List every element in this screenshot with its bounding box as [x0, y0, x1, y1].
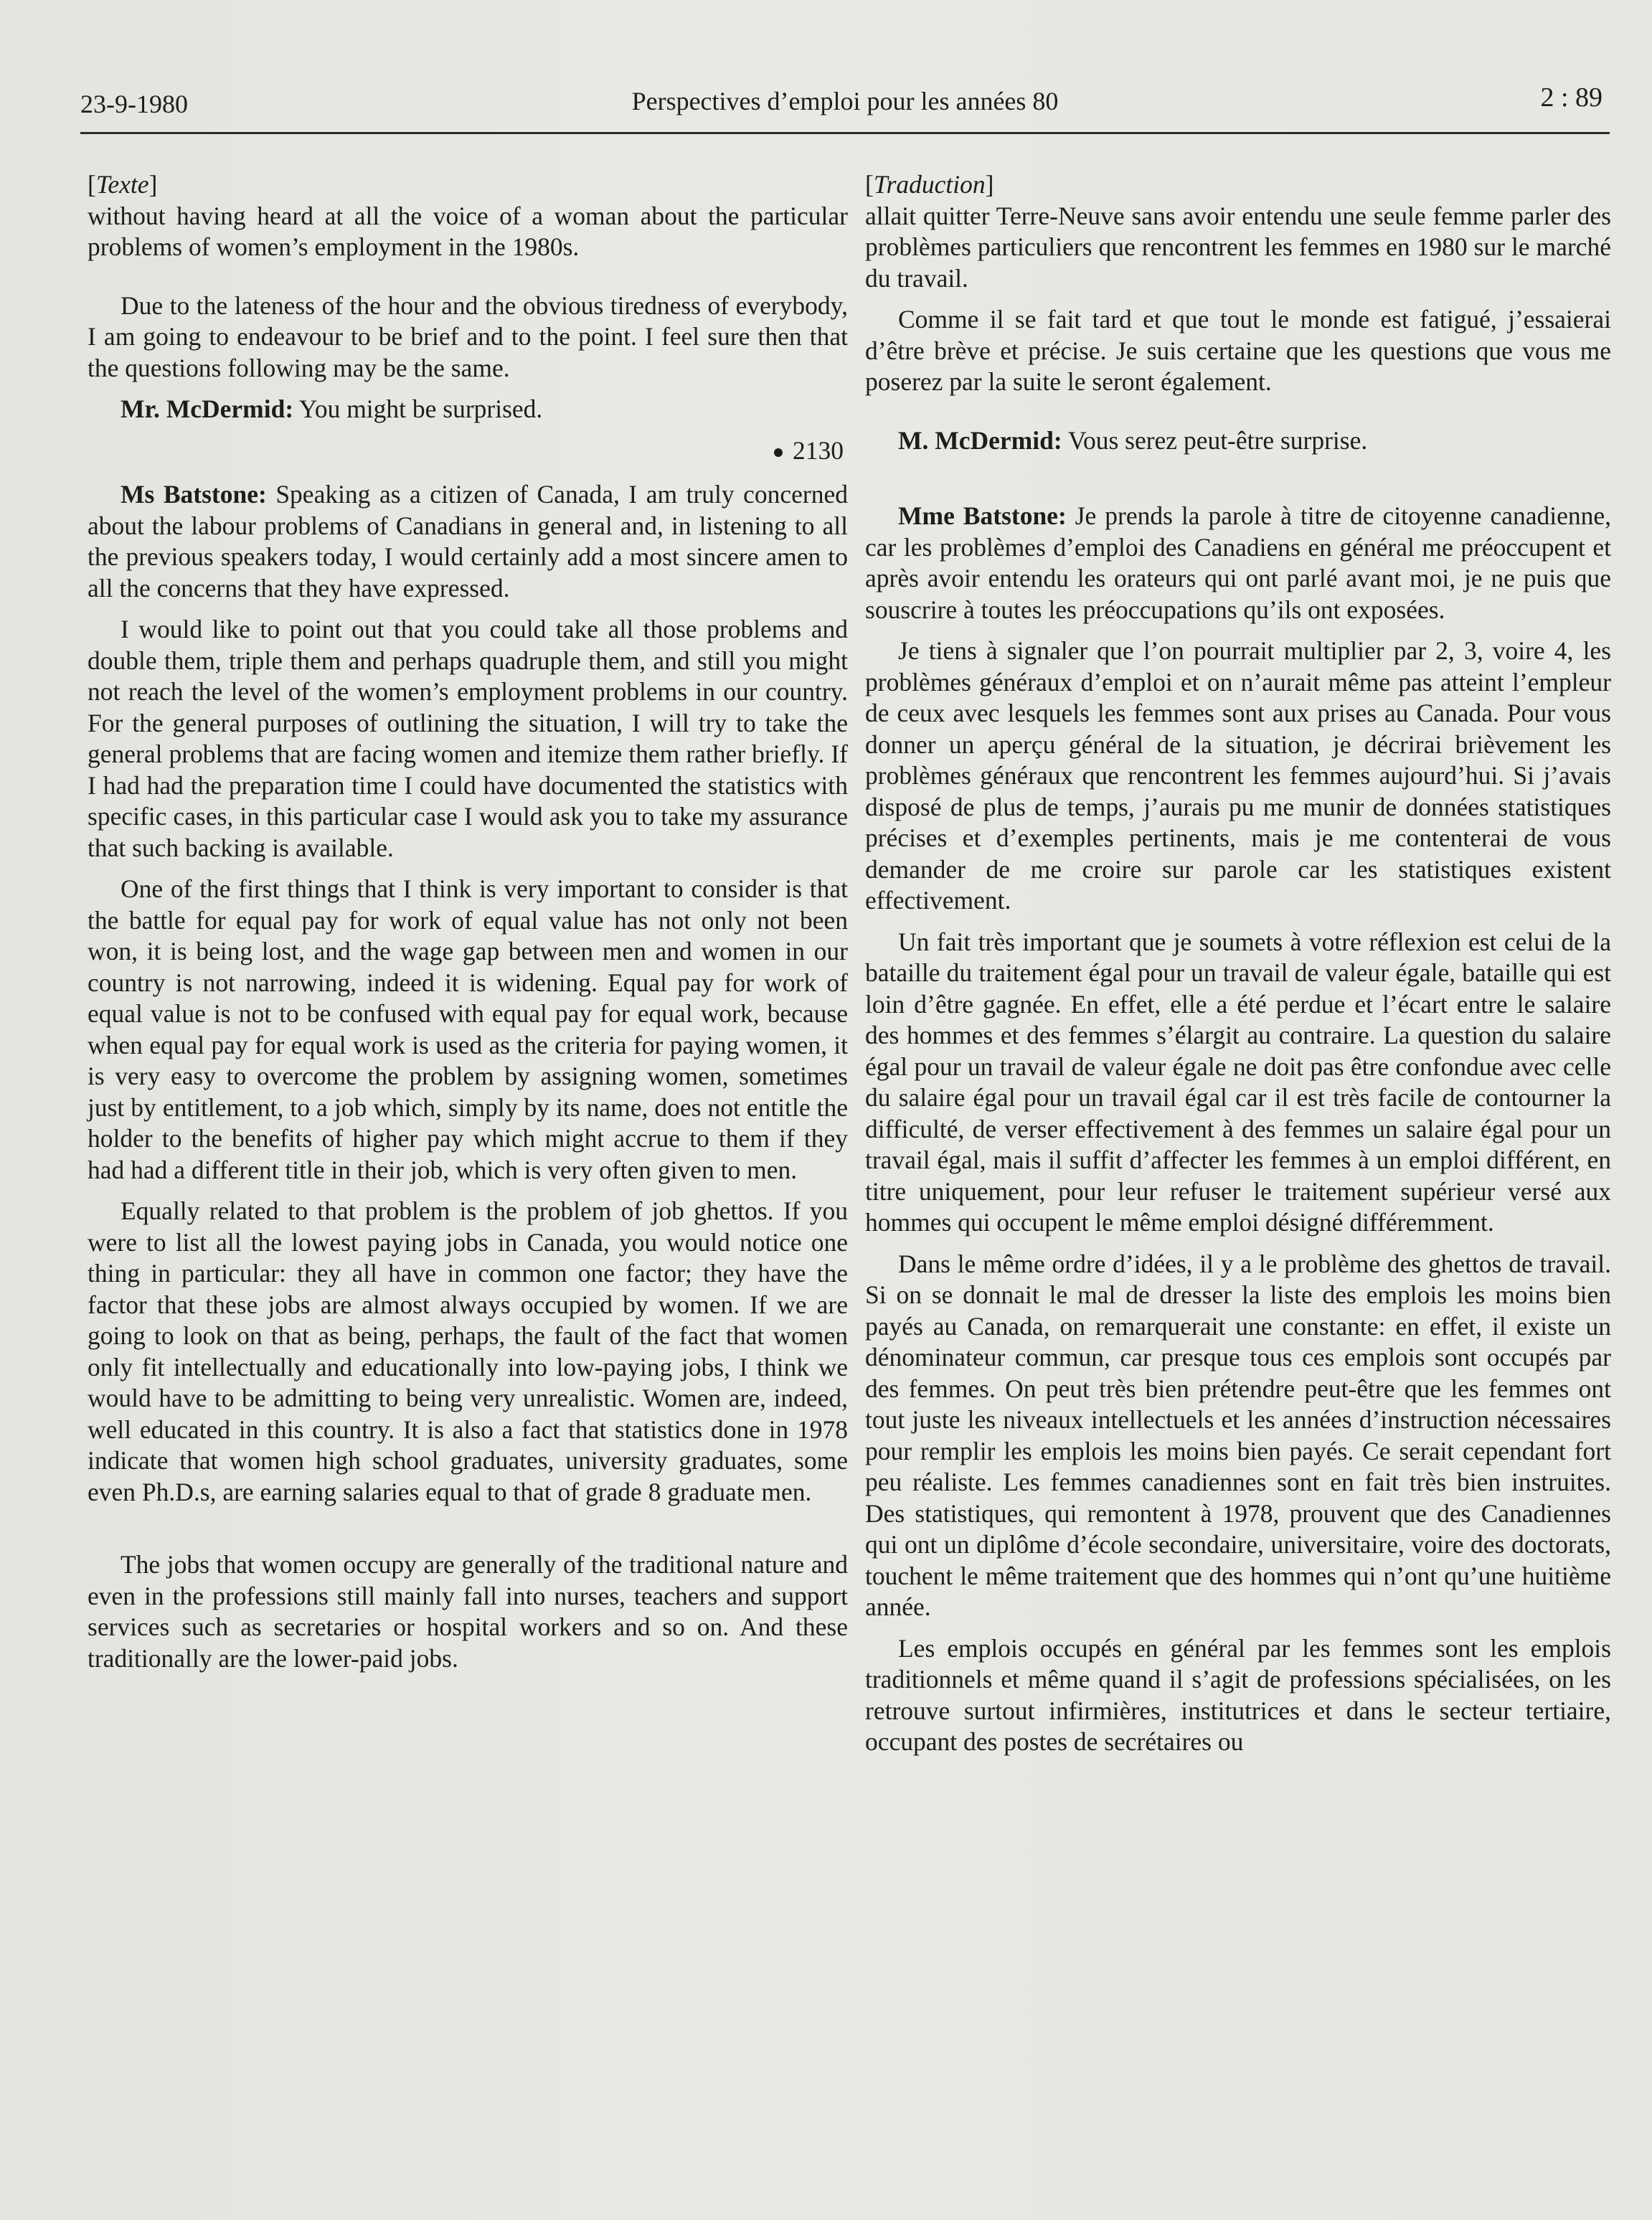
paragraph: Mme Batstone: Je prends la parole à titre de citoyenne canadienne, car les problèmes d’emploi des Canadiens en général me préoccupent et après avoir entendu les orateurs qui ont parlé avant moi, je ne puis que souscrire à toutes les préoccupations qu’ils ont exposées. — [865, 501, 1611, 624]
paragraph: without having heard at all the voice of a woman about the particular problems of women’s employment in the 1980s. — [88, 201, 848, 261]
paragraph: Equally related to that problem is the problem of job ghettos. If you were to list all the lowest paying jobs in Canada, you would notice one thing in particular: they all have in common one factor; they have the factor that these jobs are almost always occupied by women. If we are going to look on that as being, perhaps, the fault of the fact that women only fit intellectually and educationally into low-paying jobs, I think we would have to be admitting to being very unrealistic. Women are, indeed, well educated in this country. It is also a fact that statistics done in 1978 indicate that women high school graduates, university graduates, some even Ph.D.s, are earning salaries equal to that of grade 8 graduate men. — [88, 1196, 848, 1506]
paragraph: Mr. McDermid: You might be surprised. — [121, 395, 543, 423]
text-tag: [Texte] — [88, 170, 158, 199]
header-page-number: 2 : 89 — [1540, 82, 1603, 113]
paragraph: I would like to point out that you could take all those problems and double them, triple them and perhaps quadruple them, and still you might not reach the level of the women’s employment problems in our country. For the general purposes of outlining the situation, I will try to take the general problems that are facing women and itemize them rather briefly. If I had had the preparation time I could have documented the statistics with specific cases, in this particular case I would ask you to take my assurance that such backing is available. — [88, 615, 848, 862]
speaker-name: M. McDermid: — [898, 425, 1062, 455]
paragraph: allait quitter Terre-Neuve sans avoir entendu une seule femme parler des problèmes particuliers que rencontrent les femmes en 1980 sur le marché du travail. — [865, 201, 1611, 293]
paragraph: Je tiens à signaler que l’on pourrait multiplier par 2, 3, voire 4, les problèmes généraux d’emploi et on n’aurait même pas atteint l’empleur de ceux avec lesquels les femmes sont aux prises au Canada. Pour vous donner un aperçu général de la situation, je décrirai brièvement les problèmes généraux que rencontrent les femmes aujourd’hui. Si j’avais disposé de plus de temps, j’aurais pu me munir de données statistiques précises et d’exemples pertinents, mais je me contenterai de vous demander de me croire sur parole car les statistiques existent effectivement. — [865, 636, 1611, 915]
speaker-name: Ms Batstone: — [121, 480, 267, 509]
speaker-name: Mr. McDermid: — [121, 395, 294, 423]
paragraph: Comme il se fait tard et que tout le monde est fatigué, j’essaierai d’être brève et précise. Je suis certaine que les questions que vous me poserez par la suite le seront également. — [865, 305, 1611, 396]
running-header — [80, 80, 1610, 134]
paragraph: Due to the lateness of the hour and the obvious tiredness of everybody, I am going to endeavour to be brief and to the point. I feel sure then that the questions following may be the same. — [88, 291, 848, 382]
paragraph: Dans le même ordre d’idées, il y a le problème des ghettos de travail. Si on se donnait le mal de dresser la liste des emplois les moins bien payés au Canada, on remarquerait une constante: en effet, il existe un dénominateur commun, car presque tous ces emplois sont occupés par des femmes. On peut très bien prétendre peut-être que les femmes ont tout juste les niveaux intellectuels et les années d’instruction nécessaires pour remplir les emplois les moins bien payés. Ce serait cependant fort peu réaliste. Les femmes canadiennes sont en fait très bien instruites. Des statistiques, qui remontent à 1978, prouvent que des Canadiennes qui ont un diplôme d’école secondaire, universitaire, voire des doctorats, touchent le même traitement que des hommes qui n’ont qu’une huitième année. — [865, 1249, 1611, 1621]
french-column — [865, 169, 1611, 1768]
bullet-icon — [774, 448, 783, 457]
header-title: Perspectives d’emploi pour les années 80 — [631, 87, 1059, 115]
translation-tag: [Traduction] — [865, 170, 994, 199]
paragraph: Ms Batstone: Speaking as a citizen of Canada, I am truly concerned about the labour problems of Canadians in general and, in listening to all the previous speakers today, I would certainly add a most sincere amen to all the concerns that they have expressed. — [88, 480, 848, 603]
header-date: 23-9-1980 — [80, 90, 188, 118]
english-column — [88, 169, 848, 1684]
paragraph: The jobs that women occupy are generally of the traditional nature and even in the professions still mainly fall into nurses, teachers and support services such as secretaries or hospital workers and so on. And these traditionally are the lower-paid jobs. — [88, 1550, 848, 1673]
paragraph: M. McDermid: Vous serez peut-être surprise. — [898, 425, 1368, 455]
paragraph: One of the first things that I think is very important to consider is that the battle for equal pay for work of equal value has not only not been won, it is being lost, and the wage gap between men and women in our country is not narrowing, indeed it is widening. Equal pay for work of equal value is not to be confused with equal pay for equal work, because when equal pay for equal work is used as the criteria for paying women, it is very easy to overcome the problem by assigning women, sometimes just by entitlement, to a job which, simply by its name, does not entitle the holder to the benefits of higher pay which might accrue to them if they had had a different title in their job, which is very often given to men. — [88, 874, 848, 1184]
paragraph: Les emplois occupés en général par les femmes sont les emplois traditionnels et même quand il s’agit de professions spécialisées, on les retrouve surtout infirmières, institutrices et dans le secteur tertiaire, occupant des postes de secrétaires ou — [865, 1633, 1611, 1756]
paragraph: Un fait très important que je soumets à votre réflexion est celui de la bataille du traitement égal pour un travail de valeur égale, bataille qui est loin d’être gagnée. En effet, elle a été perdue et l’écart entre le salaire des hommes et des femmes s’élargit au contraire. La question du salaire égal pour un travail de valeur égale ne doit pas être confondue avec celle du salaire égal pour un travail égal car il est très facile de contourner la difficulté, de verser effectivement à des femmes un salaire égal pour un travail égal, mais il suffit d’affecter les femmes à un emploi différent, en titre uniquement, pour leur refuser le traitement supérieur versé aux hommes qui occupent le même emploi désigné différemment. — [865, 927, 1611, 1237]
speaker-name: Mme Batstone: — [898, 501, 1067, 530]
time-marker: 2130 — [88, 435, 844, 467]
